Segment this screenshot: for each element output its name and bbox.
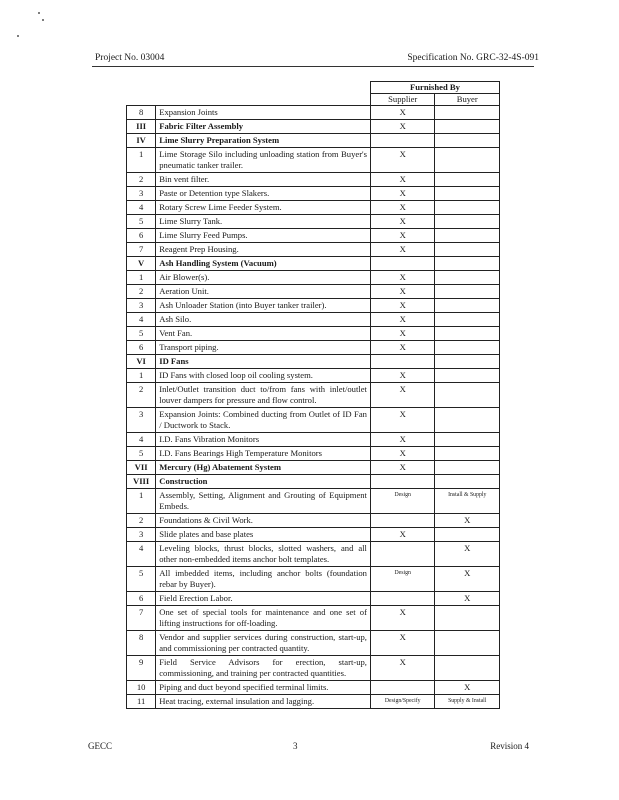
buyer-cell: X — [435, 514, 500, 528]
table-row — [127, 201, 500, 215]
item-number: 7 — [127, 606, 156, 631]
item-description: Reagent Prep Housing. — [156, 243, 371, 257]
item-number: 1 — [127, 369, 156, 383]
item-number: 7 — [127, 243, 156, 257]
table-row — [127, 355, 500, 369]
revision-label: Revision 4 — [490, 741, 529, 751]
item-description: Heat tracing, external insulation and lagging. — [156, 695, 371, 709]
item-number: V — [127, 257, 156, 271]
item-description: All imbedded items, including anchor bolts (foundation rebar by Buyer). — [156, 567, 371, 592]
table-row — [127, 656, 500, 681]
table-row — [127, 631, 500, 656]
item-number: 4 — [127, 201, 156, 215]
supplier-cell: X — [370, 383, 435, 408]
item-number: IV — [127, 134, 156, 148]
item-number: 5 — [127, 327, 156, 341]
furnished-by-label: Furnished By — [410, 82, 460, 92]
buyer-cell — [435, 173, 500, 187]
item-number: 3 — [127, 528, 156, 542]
supplier-cell: X — [370, 528, 435, 542]
item-description: Rotary Screw Lime Feeder System. — [156, 201, 371, 215]
item-number: 4 — [127, 433, 156, 447]
item-description: ID Fans — [156, 355, 371, 369]
buyer-cell — [435, 447, 500, 461]
item-description: Assembly, Setting, Alignment and Grouting of Equipment Embeds. — [156, 489, 371, 514]
table-row — [127, 447, 500, 461]
item-number: 6 — [127, 341, 156, 355]
item-number: 5 — [127, 215, 156, 229]
table-row — [127, 567, 500, 592]
item-description: Transport piping. — [156, 341, 371, 355]
supplier-cell: X — [370, 341, 435, 355]
buyer-cell — [435, 229, 500, 243]
item-number: 8 — [127, 106, 156, 120]
table-row — [127, 606, 500, 631]
buyer-cell — [435, 257, 500, 271]
item-description: Fabric Filter Assembly — [156, 120, 371, 134]
buyer-cell — [435, 631, 500, 656]
supplier-cell — [370, 257, 435, 271]
footer-company: GECC — [88, 741, 113, 751]
buyer-cell — [435, 383, 500, 408]
supplier-column-header: Supplier — [371, 94, 436, 105]
table-row — [127, 341, 500, 355]
item-description: Vendor and supplier services during construction, start-up, and commissioning per contracted quantity. — [156, 631, 371, 656]
item-number: 2 — [127, 383, 156, 408]
item-description: Aeration Unit. — [156, 285, 371, 299]
supplier-cell — [370, 592, 435, 606]
item-number: 11 — [127, 695, 156, 709]
item-number: III — [127, 120, 156, 134]
item-description: Ash Unloader Station (into Buyer tanker trailer). — [156, 299, 371, 313]
item-description: Field Service Advisors for erection, start-up, commissioning, and training per contracted quantities. — [156, 656, 371, 681]
table-row — [127, 461, 500, 475]
item-description: Lime Slurry Preparation System — [156, 134, 371, 148]
item-description: Inlet/Outlet transition duct to/from fans with inlet/outlet louver dampers for pressure and flow control. — [156, 383, 371, 408]
supplier-cell: Design — [370, 489, 435, 514]
buyer-cell — [435, 369, 500, 383]
buyer-cell — [435, 106, 500, 120]
table-row — [127, 681, 500, 695]
item-description: Construction — [156, 475, 371, 489]
table-row — [127, 408, 500, 433]
supplier-cell: X — [370, 408, 435, 433]
item-number: 4 — [127, 313, 156, 327]
buyer-cell — [435, 355, 500, 369]
supplier-cell: X — [370, 461, 435, 475]
item-description: Expansion Joints — [156, 106, 371, 120]
item-description: Mercury (Hg) Abatement System — [156, 461, 371, 475]
supplier-cell: X — [370, 243, 435, 257]
specification-number: Specification No. GRC-32-4S-091 — [407, 53, 539, 63]
buyer-cell — [435, 271, 500, 285]
item-description: I.D. Fans Vibration Monitors — [156, 433, 371, 447]
item-description: Field Erection Labor. — [156, 592, 371, 606]
item-number: 10 — [127, 681, 156, 695]
supplier-cell: X — [370, 327, 435, 341]
item-description: Lime Slurry Feed Pumps. — [156, 229, 371, 243]
buyer-cell — [435, 299, 500, 313]
header-rule — [92, 66, 534, 67]
buyer-cell — [435, 327, 500, 341]
table-row — [127, 257, 500, 271]
supplier-cell: X — [370, 187, 435, 201]
buyer-cell: X — [435, 592, 500, 606]
table-row — [127, 187, 500, 201]
item-description: Lime Slurry Tank. — [156, 215, 371, 229]
buyer-cell — [435, 313, 500, 327]
item-number: 4 — [127, 542, 156, 567]
supplier-cell: X — [370, 299, 435, 313]
table-row — [127, 106, 500, 120]
item-number: VIII — [127, 475, 156, 489]
item-number: 1 — [127, 271, 156, 285]
item-description: Ash Handling System (Vacuum) — [156, 257, 371, 271]
buyer-cell — [435, 461, 500, 475]
item-description: One set of special tools for maintenance and one set of lifting instructions for off-loading. — [156, 606, 371, 631]
supplier-cell: X — [370, 148, 435, 173]
item-description: ID Fans with closed loop oil cooling system. — [156, 369, 371, 383]
buyer-cell — [435, 243, 500, 257]
item-description: Paste or Detention type Slakers. — [156, 187, 371, 201]
supplier-cell: X — [370, 631, 435, 656]
supplier-cell: X — [370, 285, 435, 299]
item-number: VI — [127, 355, 156, 369]
item-number: 6 — [127, 229, 156, 243]
project-number: Project No. 03004 — [95, 53, 165, 63]
buyer-cell: Supply & Install — [435, 695, 500, 709]
buyer-cell — [435, 528, 500, 542]
supplier-cell — [370, 542, 435, 567]
buyer-cell — [435, 656, 500, 681]
table-row — [127, 285, 500, 299]
table-row — [127, 148, 500, 173]
buyer-cell — [435, 215, 500, 229]
table-row — [127, 299, 500, 313]
item-description: Bin vent filter. — [156, 173, 371, 187]
buyer-cell — [435, 187, 500, 201]
supplier-cell: X — [370, 201, 435, 215]
table-row — [127, 313, 500, 327]
item-number: VII — [127, 461, 156, 475]
buyer-cell — [435, 341, 500, 355]
supplier-cell: X — [370, 606, 435, 631]
buyer-column-header: Buyer — [456, 94, 478, 104]
buyer-cell — [435, 148, 500, 173]
buyer-cell — [435, 606, 500, 631]
table-row — [127, 271, 500, 285]
buyer-cell — [435, 285, 500, 299]
item-number: 2 — [127, 173, 156, 187]
buyer-cell: X — [435, 542, 500, 567]
table-row — [127, 243, 500, 257]
table-row — [127, 489, 500, 514]
item-number: 9 — [127, 656, 156, 681]
item-number: 3 — [127, 187, 156, 201]
item-number: 3 — [127, 299, 156, 313]
item-number: 8 — [127, 631, 156, 656]
item-description: Leveling blocks, thrust blocks, slotted washers, and all other non-embedded items anchor bolt templates. — [156, 542, 371, 567]
table-row — [127, 134, 500, 148]
scan-speck — [38, 12, 40, 14]
buyer-cell — [435, 120, 500, 134]
table-row — [127, 433, 500, 447]
buyer-cell — [435, 408, 500, 433]
item-number: 5 — [127, 447, 156, 461]
supplier-cell — [370, 134, 435, 148]
scan-speck — [17, 35, 19, 37]
supplier-cell — [370, 475, 435, 489]
item-number: 3 — [127, 408, 156, 433]
table-row — [127, 514, 500, 528]
table-row — [127, 120, 500, 134]
supplier-cell: X — [370, 271, 435, 285]
supplier-cell — [370, 681, 435, 695]
table-row — [127, 592, 500, 606]
item-number: 1 — [127, 489, 156, 514]
table-row — [127, 369, 500, 383]
table-row — [127, 173, 500, 187]
supplier-cell: X — [370, 656, 435, 681]
item-description: Slide plates and base plates — [156, 528, 371, 542]
item-number: 6 — [127, 592, 156, 606]
table-row — [127, 528, 500, 542]
supplier-cell: X — [370, 229, 435, 243]
item-description: Air Blower(s). — [156, 271, 371, 285]
supplier-cell: X — [370, 173, 435, 187]
scan-speck — [42, 19, 44, 21]
item-description: Vent Fan. — [156, 327, 371, 341]
item-number: 5 — [127, 567, 156, 592]
item-description: Ash Silo. — [156, 313, 371, 327]
page-number: 3 — [293, 741, 298, 751]
table-row — [127, 542, 500, 567]
supplier-cell: X — [370, 106, 435, 120]
supplier-cell: X — [370, 447, 435, 461]
item-description: Lime Storage Silo including unloading station from Buyer's pneumatic tanker trailer. — [156, 148, 371, 173]
furnished-by-header — [370, 82, 499, 106]
buyer-cell: X — [435, 567, 500, 592]
table-row — [127, 215, 500, 229]
table-header-row — [127, 82, 500, 106]
table-row — [127, 475, 500, 489]
buyer-cell — [435, 475, 500, 489]
supplier-cell: X — [370, 120, 435, 134]
supplier-cell: Design/Specify — [370, 695, 435, 709]
item-description: I.D. Fans Bearings High Temperature Monitors — [156, 447, 371, 461]
buyer-cell: Install & Supply — [435, 489, 500, 514]
table-row — [127, 695, 500, 709]
supplier-cell: X — [370, 215, 435, 229]
item-description: Foundations & Civil Work. — [156, 514, 371, 528]
item-number: 2 — [127, 514, 156, 528]
supplier-cell — [370, 514, 435, 528]
table-row — [127, 383, 500, 408]
table-row — [127, 327, 500, 341]
item-description: Piping and duct beyond specified terminal limits. — [156, 681, 371, 695]
item-number: 1 — [127, 148, 156, 173]
supplier-cell — [370, 355, 435, 369]
supplier-cell: X — [370, 433, 435, 447]
buyer-cell — [435, 433, 500, 447]
buyer-cell — [435, 134, 500, 148]
supplier-cell: X — [370, 369, 435, 383]
supplier-cell: X — [370, 313, 435, 327]
supplier-cell: Design — [370, 567, 435, 592]
table-row — [127, 229, 500, 243]
buyer-cell: X — [435, 681, 500, 695]
furnished-by-table — [126, 81, 500, 709]
buyer-cell — [435, 201, 500, 215]
item-number: 2 — [127, 285, 156, 299]
item-description: Expansion Joints: Combined ducting from Outlet of ID Fan / Ductwork to Stack. — [156, 408, 371, 433]
